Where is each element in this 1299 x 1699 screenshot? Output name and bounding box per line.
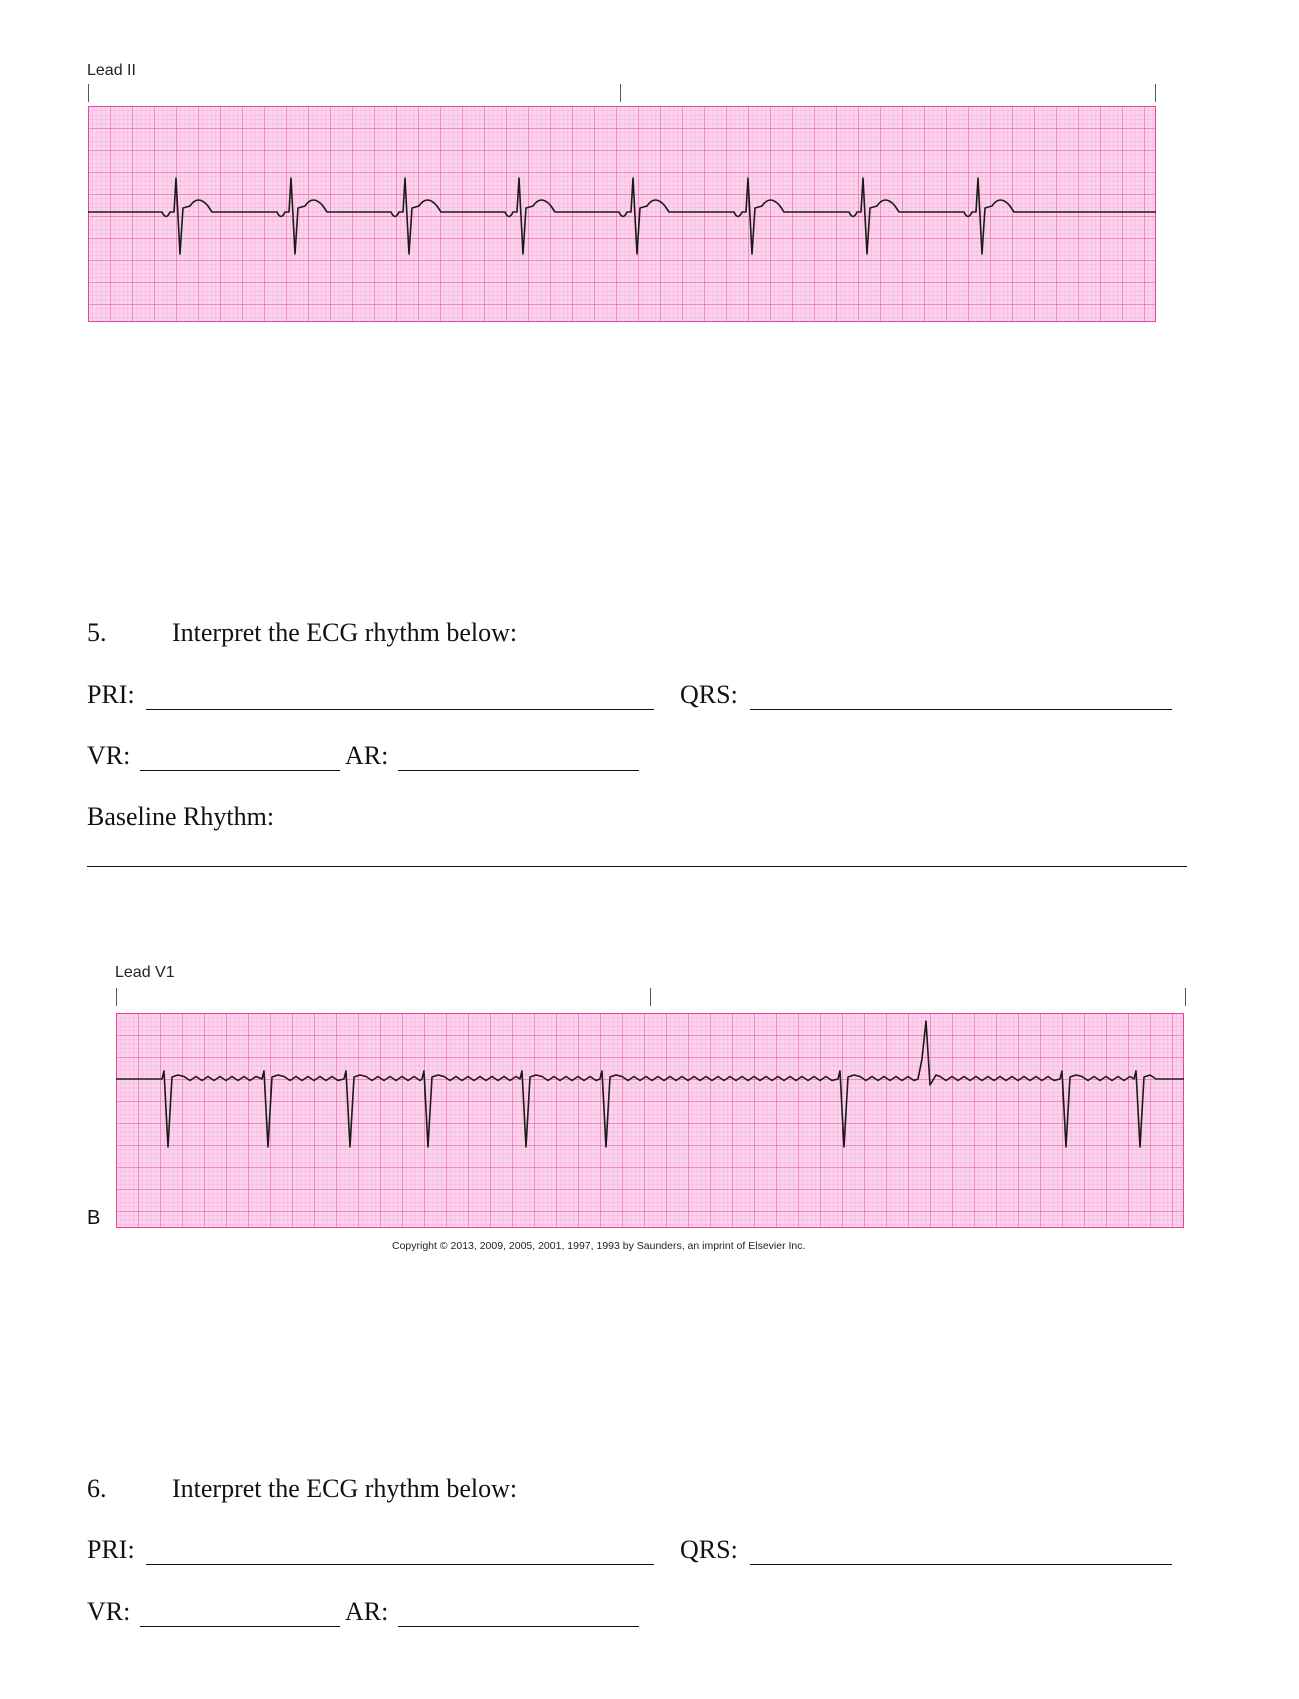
time-marker xyxy=(116,988,117,1006)
time-marker xyxy=(1155,84,1156,102)
time-marker xyxy=(88,84,89,102)
copyright-notice: Copyright © 2013, 2009, 2005, 2001, 1997, 1993 by Saunders, an imprint of Elsevier Inc. xyxy=(392,1240,806,1252)
q5-qrs-label: QRS: xyxy=(680,680,738,709)
lead-v1-label: Lead V1 xyxy=(115,964,175,981)
time-marker xyxy=(620,84,621,102)
q6-pri-answer-line[interactable] xyxy=(146,1564,654,1565)
q6-vr-label: VR: xyxy=(87,1597,131,1626)
q5-pri-answer-line[interactable] xyxy=(146,709,654,710)
q6-qrs-answer-line[interactable] xyxy=(750,1564,1172,1565)
q5-baseline-rhythm-answer-line[interactable] xyxy=(87,866,1187,867)
ecg-grid-and-trace-lead-v1 xyxy=(116,1013,1184,1228)
ecg-strip-lead-v1 xyxy=(116,1013,1184,1228)
time-marker xyxy=(650,988,651,1006)
q6-pri-label: PRI: xyxy=(87,1535,135,1564)
ecg-grid-and-trace-lead-ii xyxy=(88,106,1156,322)
q5-ar-answer-line[interactable] xyxy=(398,770,639,771)
question-6-number: 6. xyxy=(87,1474,107,1503)
q6-ar-answer-line[interactable] xyxy=(398,1626,639,1627)
panel-letter-b: B xyxy=(87,1207,101,1229)
q5-baseline-rhythm-label: Baseline Rhythm: xyxy=(87,802,275,831)
time-marker xyxy=(1185,988,1186,1006)
lead-ii-label: Lead II xyxy=(87,62,136,79)
q5-pri-label: PRI: xyxy=(87,680,135,709)
q6-qrs-label: QRS: xyxy=(680,1535,738,1564)
q6-ar-label: AR: xyxy=(345,1597,389,1626)
q5-vr-answer-line[interactable] xyxy=(140,770,340,771)
q5-qrs-answer-line[interactable] xyxy=(750,709,1172,710)
ecg-strip-lead-ii xyxy=(88,106,1156,322)
question-5-prompt: Interpret the ECG rhythm below: xyxy=(172,618,518,647)
q5-vr-label: VR: xyxy=(87,741,131,770)
q6-vr-answer-line[interactable] xyxy=(140,1626,340,1627)
q5-ar-label: AR: xyxy=(345,741,389,770)
question-5-number: 5. xyxy=(87,618,107,647)
question-6-prompt: Interpret the ECG rhythm below: xyxy=(172,1474,518,1503)
